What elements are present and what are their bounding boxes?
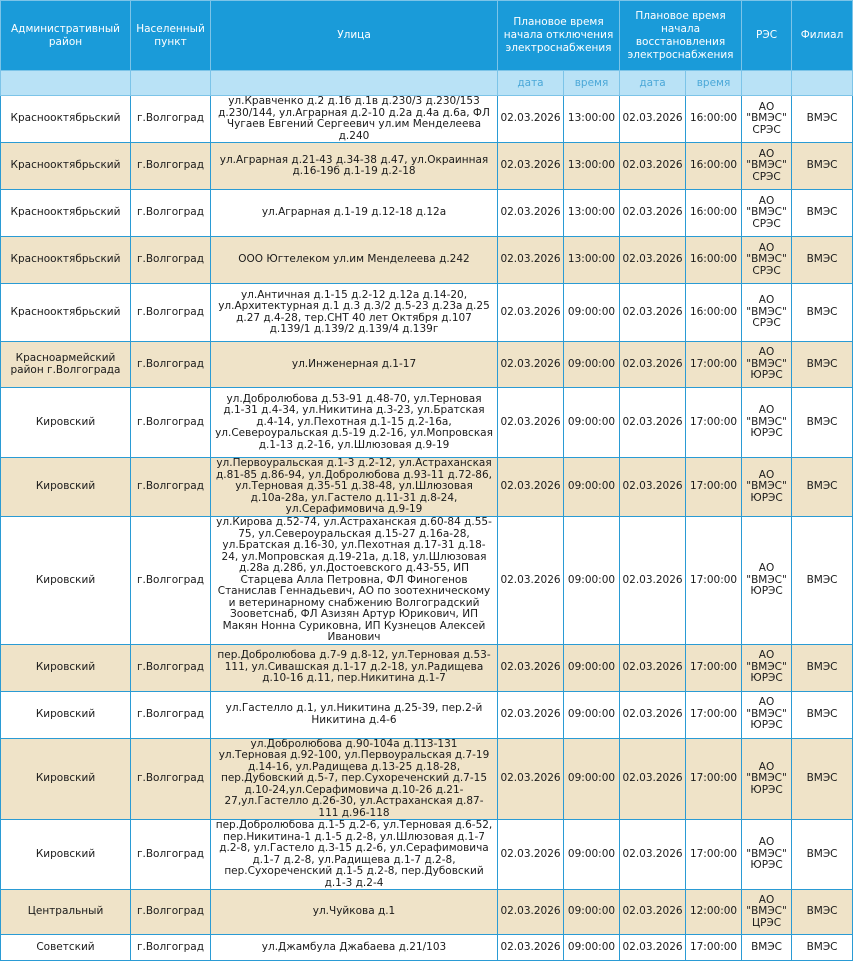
- cell-branch: ВМЭС: [792, 458, 853, 517]
- cell-off-time: 09:00:00: [564, 691, 620, 738]
- cell-off-date: 02.03.2026: [498, 644, 564, 691]
- subheader-empty: [131, 71, 211, 96]
- cell-res: АО "ВМЭС" ЮРЭС: [742, 644, 792, 691]
- cell-res: АО "ВМЭС" ЮРЭС: [742, 388, 792, 458]
- cell-branch: ВМЭС: [792, 644, 853, 691]
- cell-off-date: 02.03.2026: [498, 820, 564, 890]
- cell-on-time: 17:00:00: [686, 388, 742, 458]
- cell-punkt: г.Волгоград: [131, 890, 211, 935]
- cell-on-date: 02.03.2026: [620, 143, 686, 190]
- cell-on-time: 16:00:00: [686, 237, 742, 284]
- cell-branch: ВМЭС: [792, 517, 853, 645]
- cell-off-date: 02.03.2026: [498, 342, 564, 388]
- cell-off-date: 02.03.2026: [498, 96, 564, 143]
- cell-off-date: 02.03.2026: [498, 890, 564, 935]
- cell-street: ул.Джамбула Джабаева д.21/103: [211, 935, 498, 961]
- cell-off-time: 09:00:00: [564, 342, 620, 388]
- cell-street: ул.Античная д.1-15 д.2-12 д.12а д.14-20, ул.Архитектурная д.1 д.3 д.3/2 д.5-23 д.23а д.25 д.27 д.4-28, тер.СНТ 40 лет Октября д.107 д.139/1 д.139/2 д.139/4 д.139г: [211, 284, 498, 342]
- cell-branch: ВМЭС: [792, 820, 853, 890]
- cell-rayon: Кировский: [1, 820, 131, 890]
- cell-off-date: 02.03.2026: [498, 738, 564, 820]
- cell-on-time: 16:00:00: [686, 96, 742, 143]
- cell-off-time: 09:00:00: [564, 890, 620, 935]
- cell-off-time: 09:00:00: [564, 644, 620, 691]
- cell-off-time: 09:00:00: [564, 458, 620, 517]
- cell-branch: ВМЭС: [792, 143, 853, 190]
- subheader-empty: [742, 71, 792, 96]
- header-punkt: Населенный пункт: [131, 1, 211, 71]
- cell-branch: ВМЭС: [792, 388, 853, 458]
- subheader-empty: [1, 71, 131, 96]
- cell-on-date: 02.03.2026: [620, 388, 686, 458]
- table-row: [1, 388, 853, 458]
- cell-off-time: 13:00:00: [564, 143, 620, 190]
- cell-off-date: 02.03.2026: [498, 517, 564, 645]
- cell-on-time: 17:00:00: [686, 517, 742, 645]
- subheader-row: [1, 71, 853, 96]
- cell-on-date: 02.03.2026: [620, 237, 686, 284]
- cell-res: АО "ВМЭС" СРЭС: [742, 284, 792, 342]
- table-row: [1, 342, 853, 388]
- cell-on-time: 12:00:00: [686, 890, 742, 935]
- cell-punkt: г.Волгоград: [131, 517, 211, 645]
- cell-rayon: Краснооктябрьский: [1, 96, 131, 143]
- cell-res: ВМЭС: [742, 935, 792, 961]
- header-rayon: Административный район: [1, 1, 131, 71]
- header-branch: Филиал: [792, 1, 853, 71]
- cell-punkt: г.Волгоград: [131, 388, 211, 458]
- cell-punkt: г.Волгоград: [131, 644, 211, 691]
- cell-on-date: 02.03.2026: [620, 935, 686, 961]
- cell-rayon: Краснооктябрьский: [1, 190, 131, 237]
- header-street: Улица: [211, 1, 498, 71]
- cell-on-time: 17:00:00: [686, 691, 742, 738]
- table-row: [1, 820, 853, 890]
- cell-on-date: 02.03.2026: [620, 284, 686, 342]
- cell-res: АО "ВМЭС" ЮРЭС: [742, 738, 792, 820]
- cell-branch: ВМЭС: [792, 691, 853, 738]
- cell-off-time: 13:00:00: [564, 96, 620, 143]
- cell-off-time: 09:00:00: [564, 738, 620, 820]
- cell-on-time: 17:00:00: [686, 820, 742, 890]
- cell-on-time: 17:00:00: [686, 342, 742, 388]
- header-res: РЭС: [742, 1, 792, 71]
- cell-street: ул.Кирова д.52-74, ул.Астраханская д.60-84 д.55-75, ул.Североуральская д.15-27 д.16а-28, ул.Братская д.16-30, ул.Пехотная д.17-31 д.18-24, ул.Мопровская д.19-21а, д.18, ул.Шлюзовая д.28а д.28б, ул.Достоевского д.43-55, ИП Старцева Алла Петровна, ФЛ Финогенов Станислав Геннадьевич, АО по зоотехническому и ветеринарному снабжению Волгоградский Зооветснаб, ФЛ Азизян Артур Юрикович, ИП Макян Нонна Суриковна, ИП Кузнецов Алексей Иванович: [211, 517, 498, 645]
- cell-on-time: 17:00:00: [686, 458, 742, 517]
- table-row: [1, 517, 853, 645]
- cell-on-date: 02.03.2026: [620, 458, 686, 517]
- cell-punkt: г.Волгоград: [131, 284, 211, 342]
- header-on: Плановое время начала восстановления электроснабжения: [620, 1, 742, 71]
- cell-rayon: Краснооктябрьский: [1, 284, 131, 342]
- table-row: [1, 143, 853, 190]
- cell-branch: ВМЭС: [792, 890, 853, 935]
- table-row: [1, 691, 853, 738]
- header-row: [1, 1, 853, 71]
- cell-rayon: Краснооктябрьский: [1, 143, 131, 190]
- cell-off-date: 02.03.2026: [498, 458, 564, 517]
- cell-on-date: 02.03.2026: [620, 190, 686, 237]
- cell-on-date: 02.03.2026: [620, 890, 686, 935]
- cell-res: АО "ВМЭС" ЮРЭС: [742, 691, 792, 738]
- cell-res: АО "ВМЭС" СРЭС: [742, 143, 792, 190]
- cell-branch: ВМЭС: [792, 342, 853, 388]
- cell-rayon: Кировский: [1, 644, 131, 691]
- cell-on-time: 16:00:00: [686, 284, 742, 342]
- table-row: [1, 738, 853, 820]
- cell-punkt: г.Волгоград: [131, 935, 211, 961]
- cell-street: ул.Аграрная д.21-43 д.34-38 д.47, ул.Окраинная д.16-19б д.1-19 д.2-18: [211, 143, 498, 190]
- cell-off-time: 09:00:00: [564, 517, 620, 645]
- cell-branch: ВМЭС: [792, 738, 853, 820]
- table-row: [1, 458, 853, 517]
- cell-off-time: 09:00:00: [564, 388, 620, 458]
- subheader-empty: [792, 71, 853, 96]
- cell-punkt: г.Волгоград: [131, 237, 211, 284]
- cell-rayon: Краснооктябрьский: [1, 237, 131, 284]
- cell-punkt: г.Волгоград: [131, 820, 211, 890]
- cell-on-date: 02.03.2026: [620, 517, 686, 645]
- cell-street: пер.Добролюбова д.7-9 д.8-12, ул.Терновая д.53-111, ул.Сивашская д.1-17 д.2-18, ул.Радищева д.10-16 д.11, пер.Никитина д.1-7: [211, 644, 498, 691]
- cell-on-date: 02.03.2026: [620, 342, 686, 388]
- table-row: [1, 644, 853, 691]
- cell-on-date: 02.03.2026: [620, 820, 686, 890]
- cell-street: ул.Инженерная д.1-17: [211, 342, 498, 388]
- subheader-empty: [211, 71, 498, 96]
- table-row: [1, 237, 853, 284]
- cell-branch: ВМЭС: [792, 190, 853, 237]
- cell-punkt: г.Волгоград: [131, 96, 211, 143]
- cell-street: ул.Первоуральская д.1-3 д.2-12, ул.Астраханская д.81-85 д.86-94, ул.Добролюбова д.93-11 д.72-86, ул.Терновая д.35-51 д.38-48, ул.Шлюзовая д.10а-28а, ул.Гастело д.11-31 д.8-24, ул.Серафимовича д.9-19: [211, 458, 498, 517]
- table-body: [1, 96, 853, 961]
- header-off: Плановое время начала отключения электроснабжения: [498, 1, 620, 71]
- cell-res: АО "ВМЭС" ЮРЭС: [742, 342, 792, 388]
- cell-street: ул.Гастелло д.1, ул.Никитина д.25-39, пер.2-й Никитина д.4-6: [211, 691, 498, 738]
- cell-off-date: 02.03.2026: [498, 284, 564, 342]
- cell-punkt: г.Волгоград: [131, 738, 211, 820]
- cell-rayon: Кировский: [1, 738, 131, 820]
- cell-off-date: 02.03.2026: [498, 935, 564, 961]
- cell-branch: ВМЭС: [792, 284, 853, 342]
- cell-on-time: 16:00:00: [686, 143, 742, 190]
- cell-branch: ВМЭС: [792, 935, 853, 961]
- cell-punkt: г.Волгоград: [131, 190, 211, 237]
- cell-res: АО "ВМЭС" ЮРЭС: [742, 820, 792, 890]
- cell-res: АО "ВМЭС" СРЭС: [742, 237, 792, 284]
- cell-res: АО "ВМЭС" ЦРЭС: [742, 890, 792, 935]
- cell-branch: ВМЭС: [792, 96, 853, 143]
- cell-res: АО "ВМЭС" СРЭС: [742, 96, 792, 143]
- cell-rayon: Красноармейский район г.Волгограда: [1, 342, 131, 388]
- subheader-on-date: дата: [620, 71, 686, 96]
- cell-on-time: 17:00:00: [686, 644, 742, 691]
- cell-rayon: Центральный: [1, 890, 131, 935]
- cell-off-time: 09:00:00: [564, 284, 620, 342]
- cell-street: ул.Аграрная д.1-19 д.12-18 д.12а: [211, 190, 498, 237]
- cell-street: ул.Добролюбова д.90-104а д.113-131 ул.Терновая д.92-100, ул.Первоуральская д.7-19 д.14-16, ул.Радищева д.13-25 д.18-28, пер.Дубовский д.5-7, пер.Сухореченский д.7-15 д.10-24,ул.Серафимовича д.10-26 д.21-27,ул.Гастелло д.26-30, ул.Астраханская д.87-111 д.96-118: [211, 738, 498, 820]
- cell-off-time: 09:00:00: [564, 820, 620, 890]
- cell-rayon: Кировский: [1, 691, 131, 738]
- cell-punkt: г.Волгоград: [131, 342, 211, 388]
- cell-off-time: 13:00:00: [564, 190, 620, 237]
- cell-off-date: 02.03.2026: [498, 143, 564, 190]
- table-row: [1, 190, 853, 237]
- subheader-off-time: время: [564, 71, 620, 96]
- cell-on-time: 17:00:00: [686, 738, 742, 820]
- cell-on-date: 02.03.2026: [620, 96, 686, 143]
- cell-rayon: Кировский: [1, 458, 131, 517]
- table-row: [1, 96, 853, 143]
- cell-off-date: 02.03.2026: [498, 691, 564, 738]
- cell-street: ООО Югтелеком ул.им Менделеева д.242: [211, 237, 498, 284]
- cell-on-time: 17:00:00: [686, 935, 742, 961]
- cell-punkt: г.Волгоград: [131, 458, 211, 517]
- cell-punkt: г.Волгоград: [131, 143, 211, 190]
- cell-street: ул.Кравченко д.2 д.1б д.1в д.230/3 д.230/153 д.230/144, ул.Аграрная д.2-10 д.2а д.4а д.6а, ФЛ Чугаев Евгений Сергеевич ул.им Менделеева д.240: [211, 96, 498, 143]
- cell-rayon: Кировский: [1, 388, 131, 458]
- cell-rayon: Советский: [1, 935, 131, 961]
- cell-street: ул.Добролюбова д.53-91 д.48-70, ул.Терновая д.1-31 д.4-34, ул.Никитина д.3-23, ул.Братская д.4-14, ул.Пехотная д.1-15 д.2-16а, ул.Североуральская д.5-19 д.2-16, ул.Мопровская д.1-13 д.2-16, ул.Шлюзовая д.9-19: [211, 388, 498, 458]
- cell-on-date: 02.03.2026: [620, 644, 686, 691]
- cell-branch: ВМЭС: [792, 237, 853, 284]
- subheader-on-time: время: [686, 71, 742, 96]
- cell-off-date: 02.03.2026: [498, 237, 564, 284]
- subheader-off-date: дата: [498, 71, 564, 96]
- cell-rayon: Кировский: [1, 517, 131, 645]
- cell-off-time: 09:00:00: [564, 935, 620, 961]
- cell-res: АО "ВМЭС" СРЭС: [742, 190, 792, 237]
- cell-res: АО "ВМЭС" ЮРЭС: [742, 517, 792, 645]
- cell-on-time: 16:00:00: [686, 190, 742, 237]
- table-row: [1, 890, 853, 935]
- cell-punkt: г.Волгоград: [131, 691, 211, 738]
- cell-off-date: 02.03.2026: [498, 388, 564, 458]
- cell-street: пер.Добролюбова д.1-5 д.2-6, ул.Терновая д.6-52, пер.Никитина-1 д.1-5 д.2-8, ул.Шлюзовая д.1-7 д.2-8, ул.Гастело д.3-15 д.2-6, ул.Серафимовича д.1-7 д.2-8, ул.Радищева д.1-7 д.2-8, пер.Сухореченский д.1-5 д.2-8, пер.Дубовский д.1-3 д.2-4: [211, 820, 498, 890]
- cell-on-date: 02.03.2026: [620, 691, 686, 738]
- table-row: [1, 284, 853, 342]
- cell-res: АО "ВМЭС" ЮРЭС: [742, 458, 792, 517]
- cell-off-date: 02.03.2026: [498, 190, 564, 237]
- cell-street: ул.Чуйкова д.1: [211, 890, 498, 935]
- cell-on-date: 02.03.2026: [620, 738, 686, 820]
- table-row: [1, 935, 853, 961]
- cell-off-time: 13:00:00: [564, 237, 620, 284]
